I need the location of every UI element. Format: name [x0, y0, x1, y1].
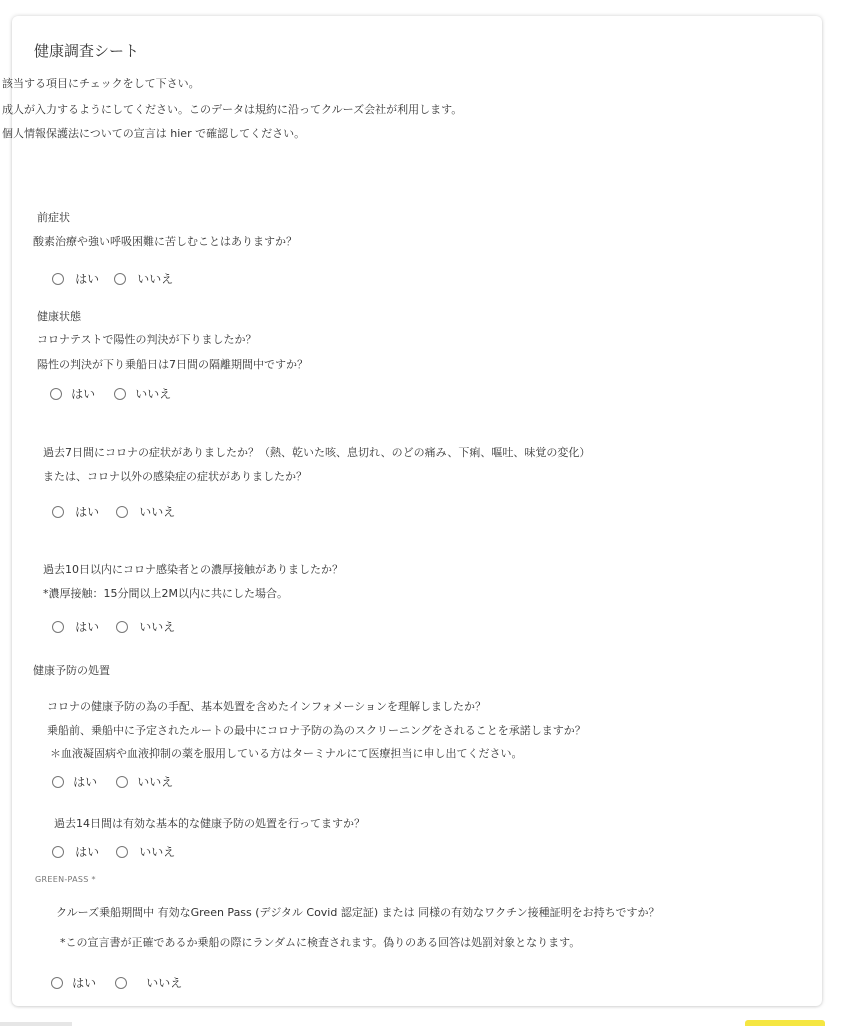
radio-yes[interactable]: [52, 846, 64, 858]
radio-yes[interactable]: [52, 506, 64, 518]
radio-no-label: いいえ: [137, 272, 174, 286]
radio-group-basic-prevention: [52, 841, 175, 857]
radio-yes-label: はい: [75, 505, 100, 519]
back-button[interactable]: [0, 1022, 72, 1026]
green-pass-warning: *この宣言書が正確であるか乗船の際にランダムに検査されます。偽りのある回答は処罰対象となります。: [60, 936, 581, 949]
radio-group-symptoms: [52, 501, 175, 517]
radio-no-label: いいえ: [135, 387, 172, 401]
question-oxygen: 酸素治療や強い呼吸困難に苦しむことはありますか？: [33, 235, 297, 248]
intro-text-2: 成人が入力するようにしてください。このデータは規約に沿ってクルーズ会社が利用します。: [2, 103, 463, 116]
section-title-prevention: 健康予防の処置: [33, 664, 110, 677]
section-title-health-status: 健康状態: [37, 310, 81, 323]
question-positive-test: コロナテストで陽性の判決が下りましたか？: [37, 333, 257, 346]
intro-text-3: 個人情報保護法についての宣言は hier で確認してください。: [2, 127, 306, 140]
radio-no-label: いいえ: [139, 620, 176, 634]
radio-yes-label: はい: [75, 620, 100, 634]
page-title: 健康調査シート: [34, 42, 140, 60]
radio-no-label: いいえ: [139, 505, 176, 519]
radio-no[interactable]: [116, 776, 128, 788]
question-prevention-info: コロナの健康予防の為の手配、基本処置を含めたインフォメーションを理解しましたか？: [47, 700, 487, 713]
radio-no[interactable]: [116, 846, 128, 858]
radio-yes-label: はい: [73, 775, 98, 789]
medication-note: ＊血液凝固病や血液抑制の薬を服用している方はターミナルにて医療担当に申し出てください。: [50, 747, 523, 760]
close-contact-note: *濃厚接触：15分間以上2M以内に共にした場合。: [43, 587, 288, 600]
green-pass-label: GREEN-PASS *: [35, 875, 96, 884]
radio-group-close-contact: [52, 616, 175, 632]
radio-yes[interactable]: [52, 621, 64, 633]
section-title-pre-symptoms: 前症状: [37, 211, 70, 224]
radio-no[interactable]: [116, 506, 128, 518]
radio-no[interactable]: [114, 388, 126, 400]
question-green-pass: クルーズ乗船期間中 有効なGreen Pass (デジタル Covid 認定証) または 同様の有効なワクチン接種証明をお持ちですか？: [56, 906, 660, 919]
radio-no-label: いいえ: [137, 775, 174, 789]
radio-yes-label: はい: [71, 387, 96, 401]
question-close-contact: 過去10日以内にコロナ感染者との濃厚接触がありましたか？: [43, 563, 343, 576]
radio-no-label: いいえ: [146, 976, 183, 990]
radio-yes[interactable]: [52, 776, 64, 788]
radio-no[interactable]: [115, 977, 127, 989]
next-button[interactable]: [745, 1020, 825, 1026]
radio-no-label: いいえ: [139, 845, 176, 859]
radio-yes[interactable]: [50, 388, 62, 400]
question-symptoms-7days: 過去7日間にコロナの症状がありましたか？（熱、乾いた咳、息切れ、のどの痛み、下痢、嘔吐、味覚の変化）: [43, 446, 591, 459]
radio-group-oxygen: [52, 268, 173, 284]
question-basic-prevention: 過去14日間は有効な基本的な健康予防の処置を行ってますか？: [54, 817, 365, 830]
radio-no[interactable]: [114, 273, 126, 285]
question-isolation: 陽性の判決が下り乗船日は7日間の隔離期間中ですか？: [37, 358, 308, 371]
radio-yes-label: はい: [75, 845, 100, 859]
question-other-infection: または、コロナ以外の感染症の症状がありましたか？: [43, 470, 307, 483]
radio-group-prevention: [52, 771, 173, 787]
intro-text-1: 該当する項目にチェックをして下さい。: [2, 77, 200, 90]
radio-group-health-status: [50, 383, 171, 399]
radio-yes[interactable]: [51, 977, 63, 989]
question-screening-consent: 乗船前、乗船中に予定されたルートの最中にコロナ予防の為のスクリーニングをされることを承諾しますか？: [47, 724, 586, 737]
radio-yes-label: はい: [72, 976, 97, 990]
radio-group-green-pass: [51, 972, 182, 988]
radio-no[interactable]: [116, 621, 128, 633]
radio-yes-label: はい: [75, 272, 100, 286]
radio-yes[interactable]: [52, 273, 64, 285]
